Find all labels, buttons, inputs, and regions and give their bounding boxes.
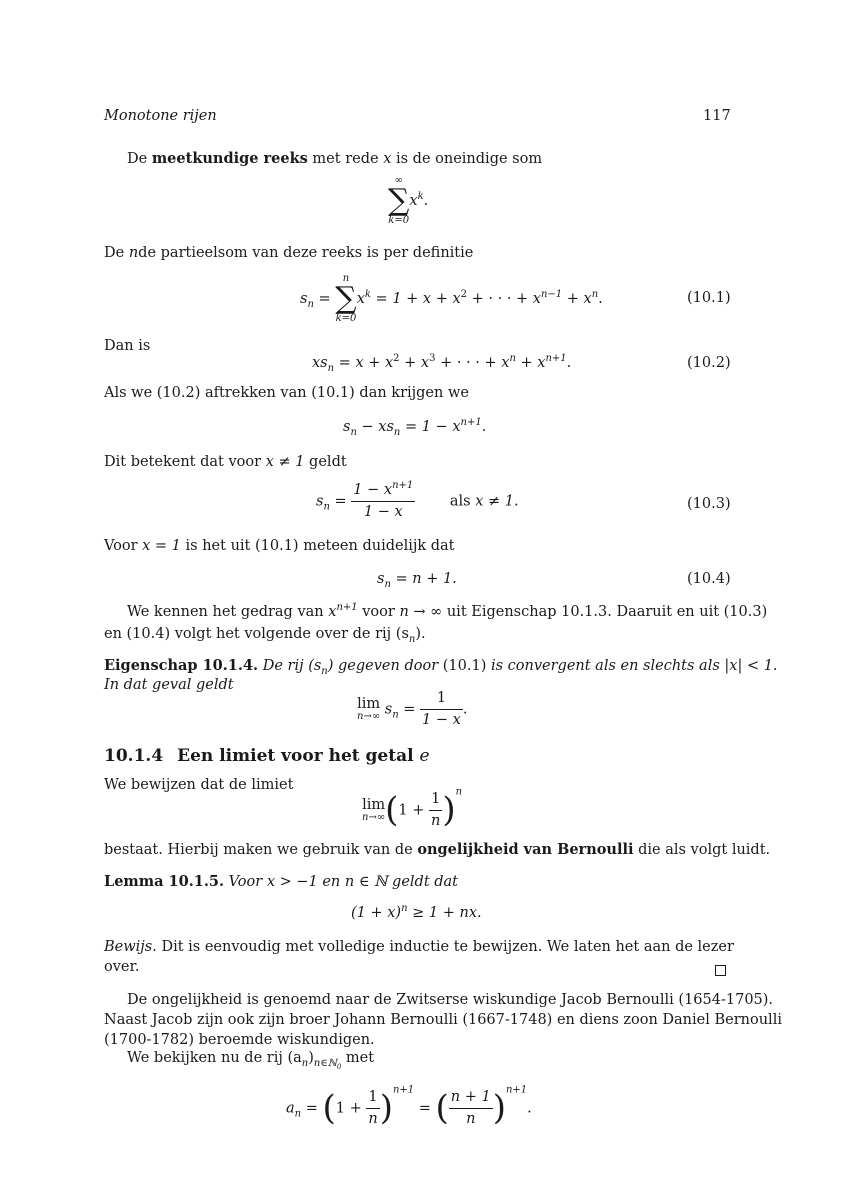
sequence-text-a: We bekijken nu de rij (a [127,1050,302,1066]
an-equals-1: = [301,1100,323,1117]
diff-b: − xs [356,419,394,435]
e-close-paren: ) [442,790,456,830]
eq-10-2-en1: n+1 [545,353,567,365]
eq-10-2-lhs-sub: n [327,362,335,374]
diff-end: . [481,419,487,435]
eq-10-3-fraction [351,480,415,523]
section-number: 10.1.4 [104,746,164,766]
an-equals-2: = [414,1100,436,1117]
lemma-text-a: Voor [224,874,267,890]
exists-text-b: die als volgt luidt. [633,842,771,858]
eq-10-1-exp-n: n [591,289,599,301]
lim-fraction [420,688,463,731]
sequence-sentence [127,1048,374,1069]
means-text-a: Dit betekent dat voor [104,454,266,470]
sequence-index-text: n∈ℕ [313,1057,337,1069]
behaviour-x-exp: n+1 [336,602,358,614]
sum-lower-limit: k=0 [388,215,410,226]
series-end: . [423,193,429,209]
eq-10-3-lhs-sub: n [323,501,330,513]
dan-is-text: Dan is [104,338,151,354]
history-line3: (1700-1782) beroemde wiskundigen. [104,1032,375,1048]
eq-10-3-equals: = [329,493,352,510]
proof-line2: over. [104,959,140,975]
history-line2: Naast Jacob zijn ook zijn broer Johann Bernoulli (1667-1748) en diens zoon Daniel Bernoulli [104,1012,782,1028]
lim-operator [357,697,380,722]
sum-operator [388,176,409,226]
eq-10-1-term-exp: k [364,289,371,301]
series-exponent: k [417,191,424,203]
eq-10-2-r4: + x [515,355,546,371]
property-text-a: De rij (s [258,658,322,674]
e-fraction [429,789,442,832]
equation-10-2 [312,353,571,374]
eq-10-1-exp-n1: n−1 [540,289,563,301]
eq-10-1-lhs: s [300,291,308,307]
x-equals-one-sentence [104,536,455,557]
sequence-index-zero: 0 [336,1062,342,1071]
eq-10-1-lhs-sub: n [307,298,314,310]
equation-number-10-4: (10.4) [687,571,731,587]
an-one-plus: 1 + [335,1100,367,1117]
eq-10-1-equals: = [313,291,336,307]
page-number: 117 [703,108,731,124]
sequence-index [314,1058,341,1069]
behaviour-text-d: uit Eigenschap 10.1.3. Daaruit en uit (10.3) [442,604,768,620]
proof-label: Bewijs. [104,939,157,955]
intro-text-a: De [127,151,152,167]
equation-e-limit [362,786,462,835]
section-var: e [419,746,430,766]
eq-10-2-end: . [566,355,572,371]
exists-text-a: bestaat. Hierbij maken we gebruik van de [104,842,418,858]
behaviour-paragraph-line2 [104,624,426,645]
e-numerator: 1 [429,789,442,811]
sequence-sub: n [301,1057,309,1069]
proof-text: Dit is eenvoudig met volledige inductie te bewijzen. We laten het aan de lezer [156,939,734,955]
x1-text-b: is het uit (10.1) meteen duidelijk dat [180,538,455,554]
sequence-text-b: ) [308,1050,314,1066]
eq-10-2-en: n [509,353,516,365]
means-condition: x ≠ 1 [265,454,305,470]
diff-b-sub: n [393,426,401,438]
bernoulli-lhs: (1 + x) [351,905,402,921]
qed-box-icon [715,962,726,983]
lim-end: . [462,701,468,718]
an-fraction-1 [366,1087,379,1130]
behaviour-line2-end: ). [415,626,426,642]
an-denominator-2: n [466,1111,476,1128]
section-title: Een limiet voor het getal [177,746,420,766]
an-end: . [527,1100,532,1117]
eq-10-4-lhs: s [377,571,385,587]
lim-numerator: 1 [420,688,463,710]
intro-var: x [383,151,392,167]
behaviour-line2-sub: n [408,633,416,645]
lim-s-sub: n [392,709,399,721]
property-label: Eigenschap 10.1.4. [104,657,259,674]
an-numerator-1: 1 [366,1087,379,1109]
an-denominator-1: n [368,1111,378,1128]
exists-bold: ongelijkheid van Bernoulli [417,841,634,858]
eq-10-2-lhs: xs [312,355,328,371]
proof-line1 [104,937,734,958]
e-exponent: n [455,786,463,798]
sum-upper-n: n [342,273,350,284]
equation-10-3 [316,480,519,523]
sigma-symbol-10-1: ∑ [335,281,357,316]
eq-10-3-num-text: 1 − x [353,482,393,498]
partial-sum-text-b: de partieelsom van deze reeks is per definitie [138,245,474,261]
diff-c-exp: n+1 [460,417,482,429]
eq-10-4-rhs: = n + 1. [390,571,457,587]
equation-10-1 [300,274,603,324]
eq-10-3-cond-text: als [449,493,476,510]
e-denominator: n [431,813,441,830]
intro-text-b: met rede [307,151,384,167]
eq-10-2-r2: + x [399,355,430,371]
x1-condition: x = 1 [142,538,181,554]
eq-10-1-rhs-mid: + · · · + x [467,291,541,307]
means-sentence [104,452,347,473]
equation-number-10-1: (10.1) [687,290,731,306]
bernoulli-rhs: ≥ 1 + nx. [407,905,482,921]
an-close-paren-2: ) [492,1088,506,1128]
lemma-text-b: en [317,874,345,890]
running-header-title: Monotone rijen [104,108,217,124]
behaviour-limit: n → ∞ [399,604,443,620]
lim-denominator: 1 − x [422,712,461,729]
behaviour-x: x [328,604,337,620]
diff-a-sub: n [350,426,357,438]
eq-10-2-rhs-a: = x + x [334,355,394,371]
equation-difference [343,417,486,438]
eq-10-3-num-exp: n+1 [392,480,414,492]
eq-10-2-e2: 2 [393,353,400,365]
partial-sum-sentence [104,243,473,264]
property-text-b: ) gegeven door [327,658,443,674]
intro-text-c: is de oneindige som [391,151,543,167]
e-one-plus: 1 + [398,802,430,819]
diff-a: s [343,419,351,435]
history-line1: De ongelijkheid is genoemd naar de Zwitserse wiskundige Jacob Bernoulli (1654-1705). [127,992,774,1008]
partial-sum-var: n [128,245,139,261]
intro-sentence [127,148,542,170]
lemma-cond2: n ∈ ℕ [344,874,388,890]
sum-operator-10-1 [335,274,356,324]
an-numerator-2: n + 1 [449,1087,493,1109]
sequence-text-c: met [341,1050,375,1066]
an-open-paren-1: ( [322,1088,336,1128]
means-text-b: geldt [304,454,347,470]
lemma-statement [104,871,458,893]
e-open-paren: ( [385,790,399,830]
sum-upper-limit: ∞ [394,175,403,186]
eq-10-3-lhs: s [316,493,324,510]
eq-10-2-e3: 3 [429,353,436,365]
eq-10-3-denominator: 1 − x [363,504,403,521]
subtract-sentence: Als we (10.2) aftrekken van (10.1) dan krijgen we [104,385,469,401]
eq-10-1-exp2: 2 [460,289,468,301]
behaviour-paragraph-line1 [127,602,767,623]
eq-10-3-condition: x ≠ 1. [475,493,519,510]
lim-s: s [380,701,393,718]
bernoulli-exp: n [401,903,408,915]
equation-limit [357,688,467,731]
behaviour-text-a: We kennen het gedrag van [127,604,329,620]
an-lhs: a [286,1100,295,1117]
lim-equals: = [398,701,421,718]
eq-10-1-end: . [598,291,603,307]
equation-number-10-3: (10.3) [687,496,731,512]
lemma-text-c: geldt dat [387,874,459,890]
section-heading [104,744,430,769]
exists-sentence [104,839,770,861]
eq-10-1-rhs-a: = 1 + x + x [370,291,461,307]
x1-text-a: Voor [104,538,143,554]
property-text-c: is convergent als en slechts als [486,658,725,674]
intro-bold-term: meetkundige reeks [151,150,308,167]
e-lim-word: lim [362,797,386,814]
equation-an [286,1084,532,1133]
sigma-symbol: ∑ [388,183,410,218]
property-statement-line2: In dat geval geldt [104,677,234,693]
an-open-paren-2: ( [435,1088,449,1128]
partial-sum-text-a: De [104,245,129,261]
behaviour-line2-text: en (10.4) volgt het volgende over de rij (s [104,626,409,642]
an-lhs-sub: n [294,1108,302,1120]
behaviour-text-b: voor [357,604,400,620]
lemma-label: Lemma 10.1.5. [104,873,225,890]
property-condition: |x| < 1. [724,658,778,674]
eq-10-1-term: x [356,291,365,307]
diff-c: = 1 − x [400,419,461,435]
property-ref: (10.1) [442,658,487,674]
an-exponent-1: n+1 [392,1084,415,1096]
eq-10-1-rhs-tail: + x [562,291,592,307]
series-term: x [409,193,418,209]
eq-10-3-numerator [351,480,415,502]
lim-under: n→∞ [357,710,381,722]
e-lim-under: n→∞ [362,811,386,823]
lim-word: lim [357,696,381,713]
equation-number-10-2: (10.2) [687,355,731,371]
prove-sentence: We bewijzen dat de limiet [104,777,294,793]
an-close-paren-1: ) [379,1088,393,1128]
eq-10-4-lhs-sub: n [384,578,391,590]
an-exponent-2: n+1 [505,1084,528,1096]
equation-bernoulli [351,903,482,924]
sum-lower-k0: k=0 [335,313,357,324]
lemma-cond1: x > −1 [266,874,318,890]
eq-10-2-r3: + · · · + x [435,355,510,371]
property-sub: n [321,665,328,677]
equation-10-4 [377,569,457,590]
property-statement-line1 [104,655,778,677]
an-fraction-2 [449,1087,493,1130]
equation-series [388,176,428,226]
e-lim-operator [362,798,385,823]
